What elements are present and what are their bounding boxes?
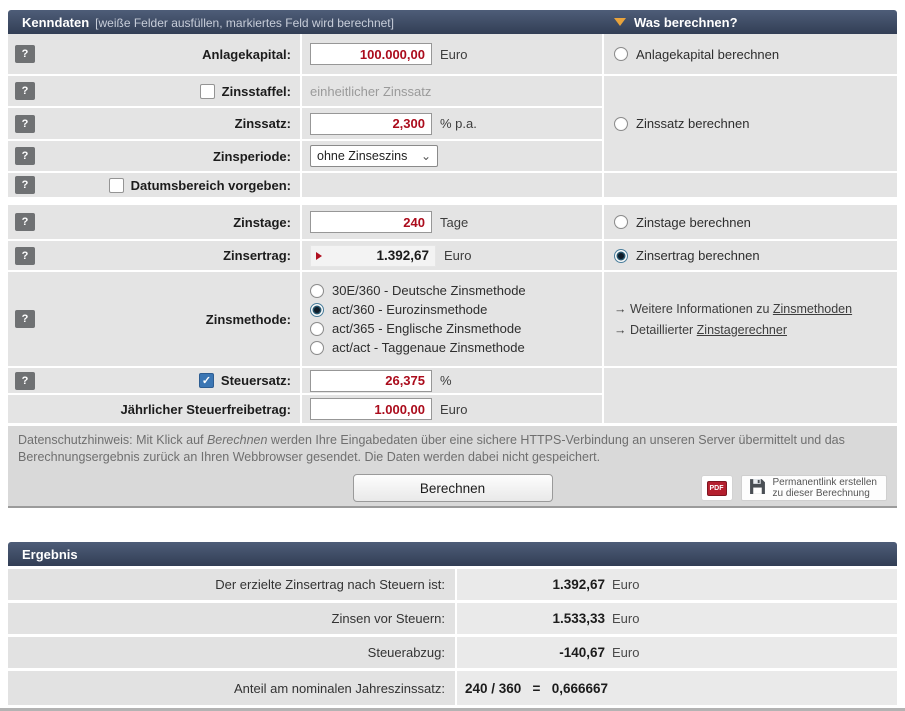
- calc-option-label: Zinstage berechnen: [636, 214, 751, 230]
- privacy-text: Datenschutzhinweis: Mit Klick auf: [18, 433, 207, 447]
- collapse-triangle-icon[interactable]: [614, 18, 626, 26]
- pdf-icon: PDF: [707, 481, 727, 496]
- row-zinssatz: [8, 108, 602, 139]
- zinsstaffel-checkbox[interactable]: [200, 84, 215, 99]
- zinsertrag-calculated-field: [310, 245, 436, 267]
- zinsertrag-label: Zinsertrag:: [223, 248, 291, 263]
- radio-icon[interactable]: [310, 322, 324, 336]
- calc-option-empty-cell: [602, 173, 897, 197]
- privacy-notice: [8, 426, 897, 470]
- datumsbereich-checkbox[interactable]: [109, 178, 124, 193]
- zinsmethoden-link[interactable]: Zinsmethoden: [772, 301, 853, 316]
- steuersatz-checkbox[interactable]: [199, 373, 214, 388]
- result-value: 1.533,33: [552, 611, 605, 626]
- zinstagerechner-line: [614, 323, 852, 337]
- radio-selected-icon[interactable]: [614, 249, 628, 263]
- result-value: 1.392,67: [552, 577, 605, 592]
- zinsmethode-option-actact[interactable]: [310, 340, 526, 355]
- zinsperiode-label: Zinsperiode:: [212, 148, 291, 164]
- zinsmethoden-info-line: [614, 302, 852, 316]
- result-label: Anteil am nominalen Jahreszinssatz:: [8, 671, 455, 705]
- zinsmethode-option-label: act/365 - Englische Zinsmethode: [332, 321, 522, 336]
- calc-option-zinsertrag[interactable]: [602, 241, 897, 270]
- was-berechnen-header: [602, 15, 897, 30]
- help-icon[interactable]: ?: [15, 372, 35, 390]
- link-prefix: → Detaillierter: [614, 322, 697, 337]
- zinssatz-unit: % p.a.: [440, 116, 477, 131]
- help-icon[interactable]: ?: [15, 147, 35, 165]
- radio-icon[interactable]: [310, 284, 324, 298]
- result-label: Steuerabzug:: [8, 637, 455, 668]
- radio-icon[interactable]: [614, 117, 628, 131]
- permalink-button[interactable]: [741, 475, 888, 501]
- steuersatz-unit: %: [440, 373, 452, 388]
- kenndaten-panel: [8, 10, 897, 508]
- link-prefix: → Weitere Informationen zu: [614, 301, 773, 316]
- zinsstaffel-label: Zinsstaffel:: [221, 83, 291, 99]
- radio-icon[interactable]: [614, 215, 628, 229]
- zinstage-label: Zinstage:: [233, 214, 291, 230]
- zinsmethode-option-act360[interactable]: [310, 302, 526, 317]
- help-icon[interactable]: ?: [15, 213, 35, 231]
- calc-option-label: Zinssatz berechnen: [636, 116, 750, 131]
- row-zinsperiode: [8, 141, 602, 171]
- zinssatz-input[interactable]: [310, 113, 432, 135]
- zinssatz-label: Zinssatz:: [234, 116, 291, 131]
- form-grid: [8, 34, 897, 425]
- berechnen-button[interactable]: Berechnen: [353, 474, 553, 502]
- zinsmethode-option-label: act/360 - Eurozinsmethode: [332, 302, 488, 317]
- zinsmethode-info-cell: [602, 272, 897, 366]
- row-zinsstaffel: [8, 76, 602, 106]
- zinsertrag-value: 1.392,67: [376, 248, 429, 263]
- help-icon[interactable]: ?: [15, 247, 35, 265]
- radio-icon[interactable]: [310, 341, 324, 355]
- steuer-empty-cell: [602, 368, 897, 423]
- row-anlagekapital: [8, 34, 602, 74]
- result-row: [8, 603, 897, 634]
- help-icon[interactable]: ?: [15, 82, 35, 100]
- zinsmethode-option-label: act/act - Taggenaue Zinsmethode: [332, 340, 525, 355]
- zinsertrag-unit: Euro: [444, 248, 472, 263]
- check-icon: ✓: [201, 375, 212, 387]
- anlagekapital-input[interactable]: [310, 43, 432, 65]
- kenndaten-header-left: [8, 15, 602, 30]
- zinstage-unit: Tage: [440, 214, 469, 230]
- calc-option-label: Anlagekapital berechnen: [636, 46, 780, 62]
- steuersatz-input[interactable]: [310, 370, 432, 392]
- pdf-export-button[interactable]: [701, 475, 733, 501]
- zinsperiode-selected-value: ohne Zinseszins: [317, 149, 408, 163]
- ergebnis-panel: [8, 542, 897, 705]
- result-label: Der erzielte Zinsertrag nach Steuern ist:: [8, 569, 455, 600]
- radio-selected-icon[interactable]: [310, 303, 324, 317]
- help-icon[interactable]: ?: [15, 45, 35, 63]
- floppy-disk-icon: [749, 478, 766, 498]
- result-unit: Euro: [612, 611, 640, 626]
- steuerfreibetrag-unit: Euro: [440, 401, 468, 417]
- privacy-text: werden Ihre Eingabedaten über eine sichere HTTPS-Verbindung an unseren Server übermittelt und das Berechnungsergebnis zurück an Ihren Webbrowser gesendet. Die Daten werden dabei nicht gespeichert.: [18, 433, 845, 464]
- help-icon[interactable]: ?: [15, 176, 35, 194]
- form-left-column: [8, 34, 602, 425]
- help-icon[interactable]: ?: [15, 310, 35, 328]
- action-bar: [8, 470, 897, 508]
- result-value: -140,67: [559, 645, 605, 660]
- zinsstaffel-placeholder: einheitlicher Zinssatz: [310, 83, 432, 99]
- row-steuerfreibetrag: [8, 395, 602, 423]
- datumsbereich-label: Datumsbereich vorgeben:: [130, 177, 291, 193]
- zinsmethode-option-act365[interactable]: [310, 321, 526, 336]
- row-datumsbereich: [8, 173, 602, 197]
- steuerfreibetrag-input[interactable]: [310, 398, 432, 420]
- zinsperiode-select[interactable]: [310, 145, 438, 167]
- zinsmethode-option-30e360[interactable]: [310, 283, 526, 298]
- calc-option-zinstage[interactable]: [602, 205, 897, 239]
- row-zinstage: [8, 205, 602, 239]
- anlagekapital-unit: Euro: [440, 46, 468, 62]
- privacy-text-em: Berechnen: [206, 433, 268, 447]
- row-steuersatz: [8, 368, 602, 393]
- kenndaten-header: [8, 10, 897, 34]
- anlagekapital-label: Anlagekapital:: [202, 46, 291, 62]
- panel-title: Kenndaten: [22, 14, 90, 30]
- steuerfreibetrag-label: Jährlicher Steuerfreibetrag:: [120, 401, 291, 417]
- calc-option-label: Zinsertrag berechnen: [636, 248, 760, 263]
- calc-option-zinssatz[interactable]: [602, 76, 897, 171]
- radio-icon[interactable]: [614, 47, 628, 61]
- ergebnis-title: Ergebnis: [22, 546, 78, 562]
- permalink-label: Permanentlink erstellen zu dieser Berechnung: [772, 477, 877, 499]
- result-row: [8, 569, 897, 600]
- chevron-down-icon: ⌄: [420, 149, 431, 163]
- was-berechnen-column: [602, 34, 897, 425]
- result-row: [8, 637, 897, 668]
- zinsmethode-label: Zinsmethode:: [205, 311, 291, 327]
- result-value: 240 / 360 = 0,666667: [465, 680, 608, 696]
- panel-hint: [weiße Felder ausfüllen, markiertes Feld wird berechnet]: [95, 15, 394, 30]
- zinsmethode-radio-group: [310, 283, 526, 355]
- secondary-actions: [701, 475, 888, 501]
- result-label: Zinsen vor Steuern:: [8, 603, 455, 634]
- was-berechnen-title: Was berechnen?: [634, 14, 738, 30]
- help-icon[interactable]: ?: [15, 115, 35, 133]
- result-unit: Euro: [612, 577, 640, 592]
- zinstage-input[interactable]: [310, 211, 432, 233]
- zinsmethode-option-label: 30E/360 - Deutsche Zinsmethode: [332, 283, 526, 298]
- row-zinsmethode: [8, 272, 602, 366]
- ergebnis-header: [8, 542, 897, 566]
- zinstagerechner-link[interactable]: Zinstagerechner: [696, 322, 787, 337]
- result-unit: Euro: [612, 645, 640, 660]
- row-zinsertrag: [8, 241, 602, 270]
- calc-option-anlagekapital[interactable]: [602, 34, 897, 74]
- result-row: [8, 671, 897, 705]
- steuersatz-label: Steuersatz:: [220, 373, 291, 388]
